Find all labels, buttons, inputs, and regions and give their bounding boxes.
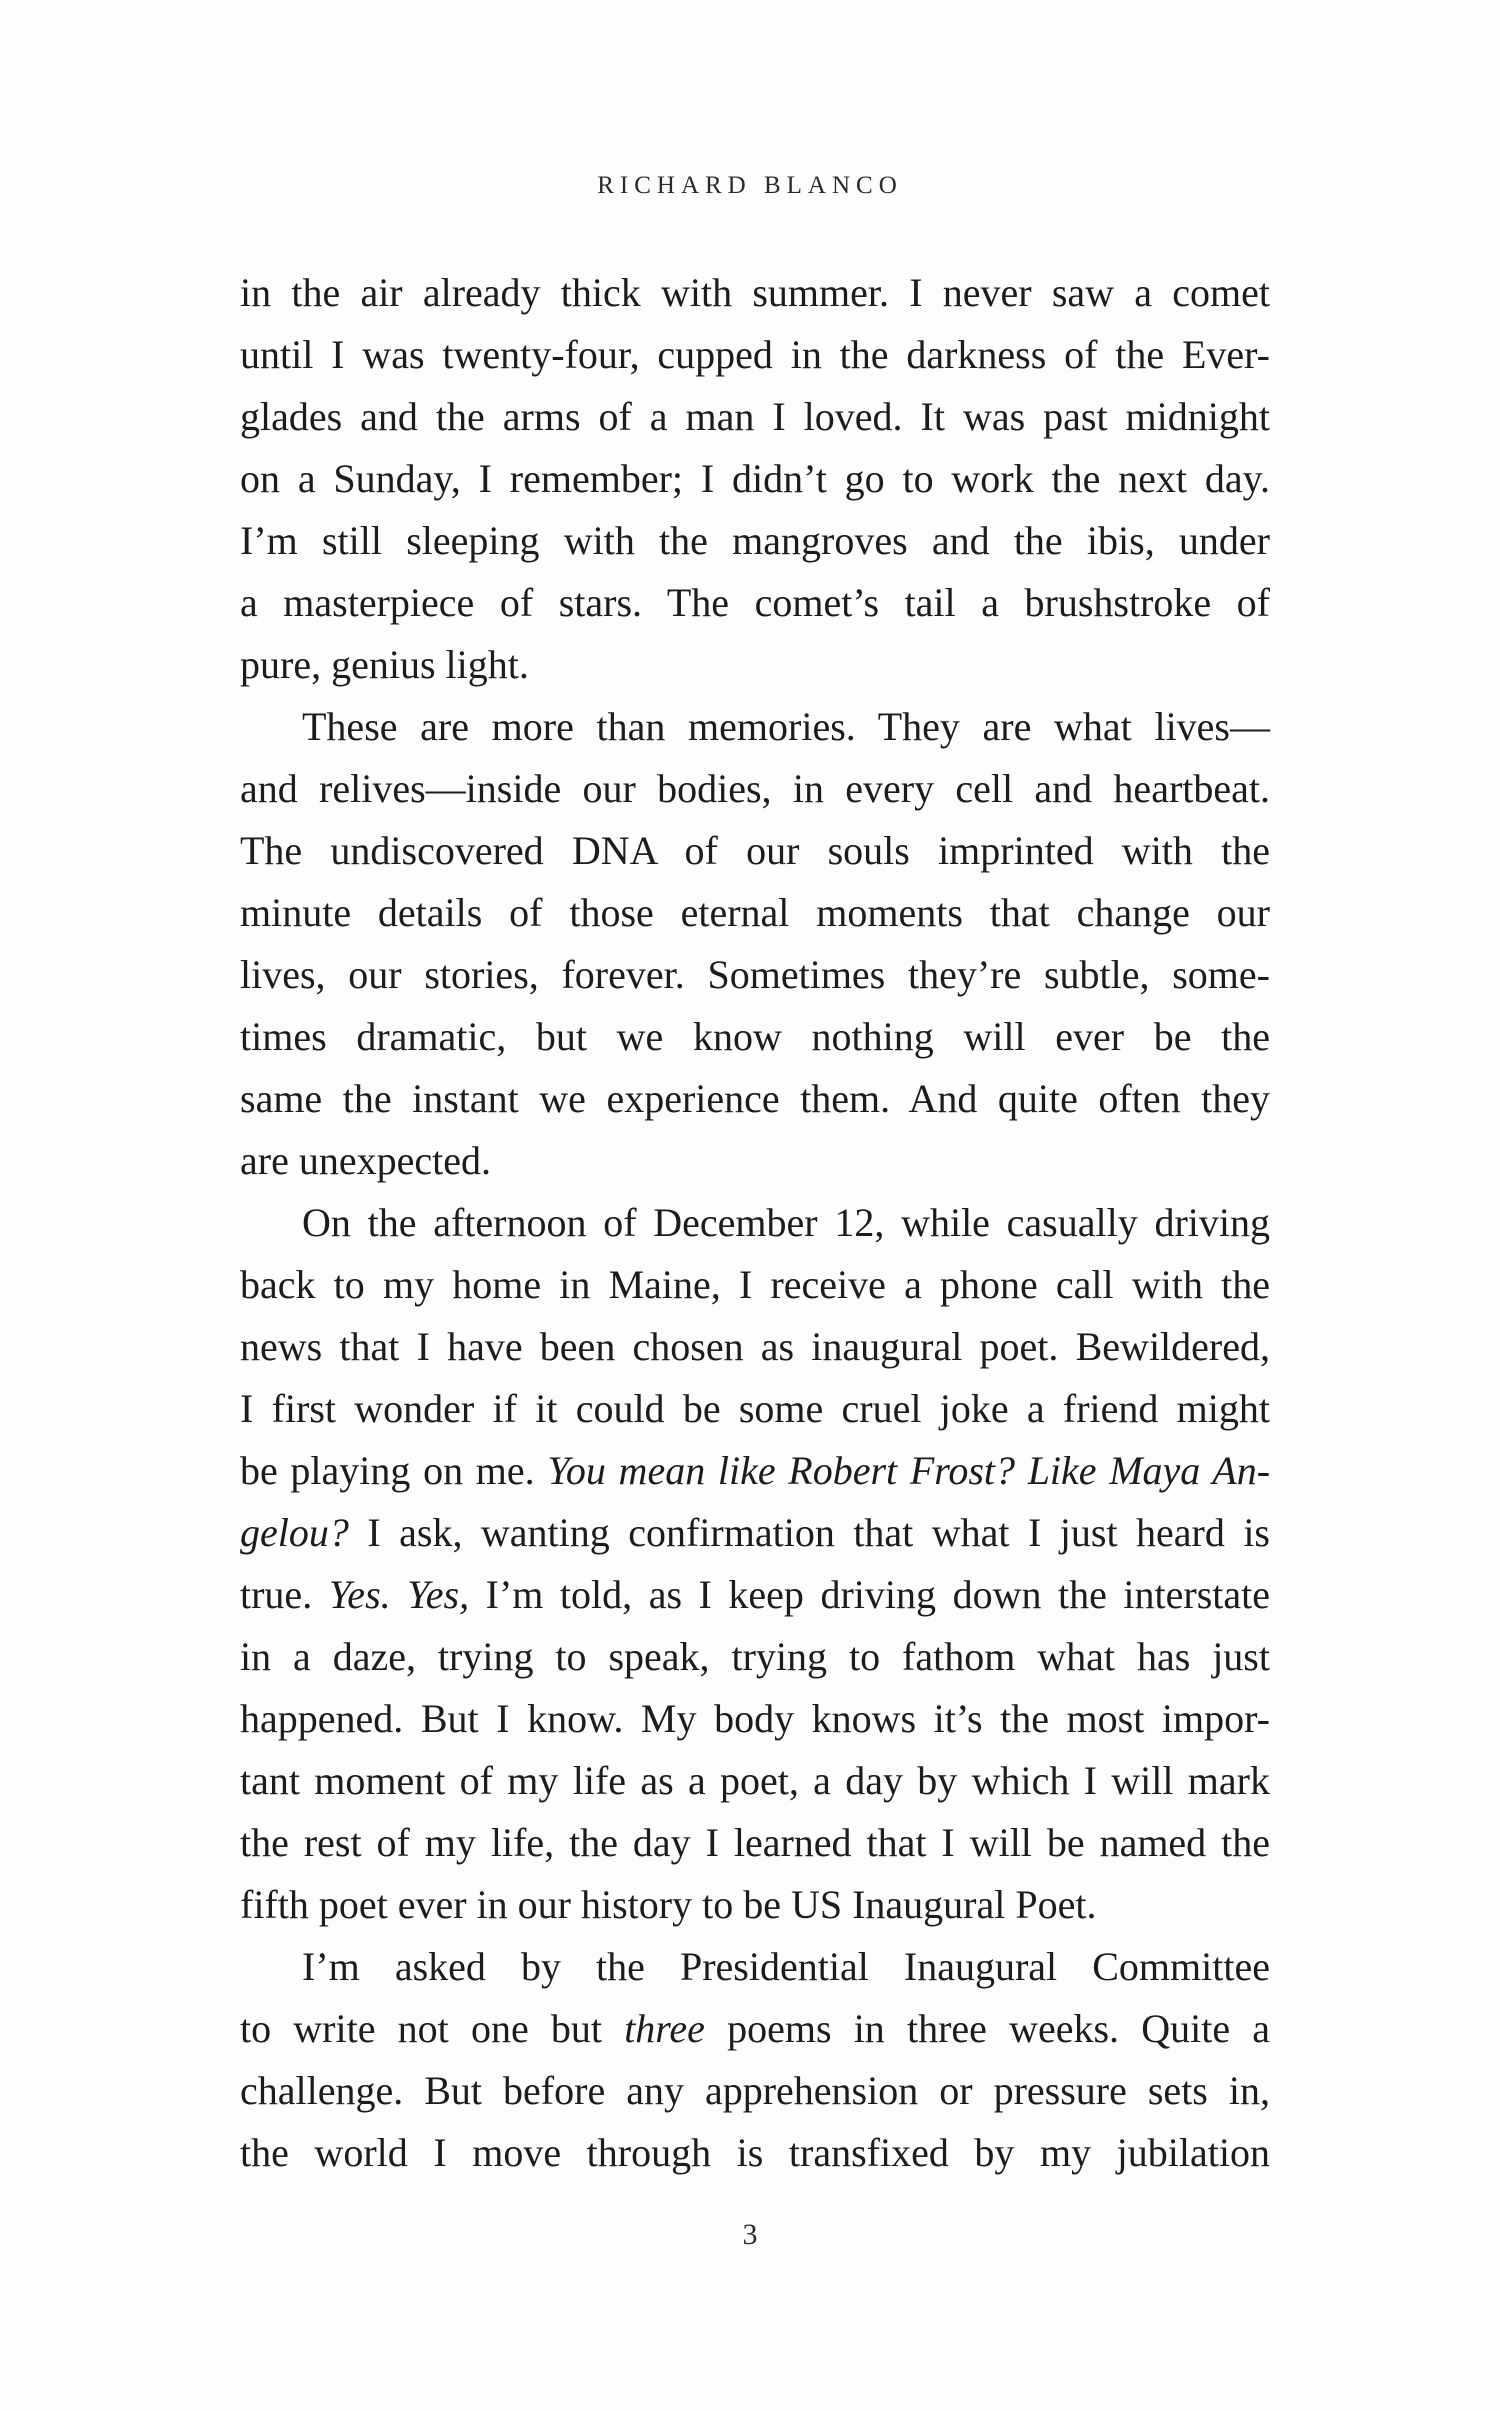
text-line: These are more than memories. They are what lives— xyxy=(302,704,1270,749)
text-line: the world I move through is transfixed by my jubilation xyxy=(240,2130,1270,2175)
text-line: glades and the arms of a man I loved. It was past midnight xyxy=(240,394,1270,439)
text-line: a masterpiece of stars. The comet’s tail a brushstroke of xyxy=(240,580,1270,625)
text-line: challenge. But before any apprehension or pressure sets in, xyxy=(240,2068,1270,2113)
text-line xyxy=(240,1440,1270,1502)
text-segment: I ask, wanting confirmation that what I just heard is xyxy=(367,1510,1270,1555)
text-line: On the afternoon of December 12, while casually driving xyxy=(302,1200,1270,1245)
text-line: are unexpected. xyxy=(240,1138,491,1183)
text-line: The undiscovered DNA of our souls imprinted with the xyxy=(240,828,1270,873)
text-line: on a Sunday, I remember; I didn’t go to work the next day. xyxy=(240,456,1270,501)
text-line: I first wonder if it could be some cruel joke a friend might xyxy=(240,1386,1270,1431)
italic-segment: three xyxy=(624,2006,705,2051)
body-text xyxy=(240,262,1270,2184)
text-line: same the instant we experience them. And quite often they xyxy=(240,1076,1270,1121)
running-head: RICHARD BLANCO xyxy=(597,172,903,199)
italic-segment: You mean like Robert Frost? Like Maya An- xyxy=(547,1448,1271,1493)
text-line xyxy=(240,1502,1270,1564)
text-line: minute details of those eternal moments that change our xyxy=(240,890,1270,935)
text-line: and relives—inside our bodies, in every cell and heartbeat. xyxy=(240,766,1270,811)
page-number: 3 xyxy=(742,2218,758,2251)
text-segment: I’m told, as I keep driving down the interstate xyxy=(485,1572,1271,1617)
text-line: news that I have been chosen as inaugural poet. Bewildered, xyxy=(240,1324,1270,1369)
italic-segment: gelou? xyxy=(240,1510,349,1555)
text-line: pure, genius light. xyxy=(240,642,529,687)
text-line: the rest of my life, the day I learned that I will be named the xyxy=(240,1820,1270,1865)
text-segment: be playing on me. xyxy=(240,1448,535,1493)
text-line: in the air already thick with summer. I never saw a comet xyxy=(240,270,1270,315)
text-line: I’m still sleeping with the mangroves and the ibis, under xyxy=(240,518,1270,563)
text-line xyxy=(240,1564,1270,1626)
italic-segment: Yes. Yes, xyxy=(328,1572,470,1617)
text-line: back to my home in Maine, I receive a phone call with the xyxy=(240,1262,1270,1307)
text-line: in a daze, trying to speak, trying to fathom what has just xyxy=(240,1634,1270,1679)
text-segment: to write not one but xyxy=(240,2006,602,2051)
text-line: I’m asked by the Presidential Inaugural Committee xyxy=(302,1944,1270,1989)
text-segment: true. xyxy=(240,1572,313,1617)
text-line: until I was twenty-four, cupped in the darkness of the Ever- xyxy=(240,332,1270,377)
text-line: tant moment of my life as a poet, a day by which I will mark xyxy=(240,1758,1270,1803)
text-segment: poems in three weeks. Quite a xyxy=(727,2006,1271,2051)
text-line: lives, our stories, forever. Sometimes they’re subtle, some- xyxy=(240,952,1270,997)
text-line: fifth poet ever in our history to be US Inaugural Poet. xyxy=(240,1882,1097,1927)
text-line xyxy=(240,1998,1270,2060)
text-line: times dramatic, but we know nothing will ever be the xyxy=(240,1014,1270,1059)
text-line: happened. But I know. My body knows it’s the most impor- xyxy=(240,1696,1270,1741)
